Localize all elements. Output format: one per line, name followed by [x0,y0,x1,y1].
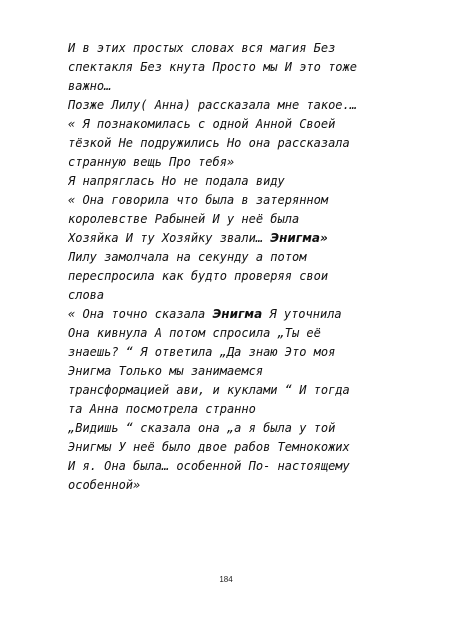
text-line [68,305,398,324]
text-line: « Я познакомилась с одной Анной Своей [68,117,336,131]
text-line: знаешь? “ Я ответила „Да знаю Это моя [68,345,336,359]
text-line: трансформацией ави, и куклами “ И тогда [68,383,350,397]
text-line: И в этих простых словах вся магия Без [68,41,336,55]
bold-name: Энигма [212,307,263,321]
body-text [68,39,398,495]
text-span: » [319,231,328,245]
text-line: « Она говорила что была в затерянном [68,193,329,207]
text-line: спектакля Без кнута Просто мы И это тоже [68,60,357,74]
text-line: Энигма Только мы занимаемся [68,364,264,378]
text-line: та Анна посмотрела странно [68,402,256,416]
text-line: „Видишь “ сказала она „а я была у той [68,421,336,435]
text-line [68,229,398,248]
text-line: странную вещь Про тебя» [68,155,235,169]
text-span: « Она точно сказала [68,307,213,321]
text-line: тёзкой Не подружились Но она рассказала [68,136,350,150]
text-line: Энигмы У неё было двое рабов Темнокожих [68,440,350,454]
text-span: Хозяйка И ту Хозяйку звали… [68,231,271,245]
page-number: 184 [219,575,233,584]
text-line: переспросила как будто проверяя свои [68,269,329,283]
text-line: И я. Она была… особенной По- настоящему [68,459,350,473]
text-line: Лилу замолчала на секунду а потом [68,250,307,264]
text-line: Она кивнула А потом спросила „Ты её [68,326,321,340]
text-span: Я уточнила [262,307,342,321]
text-line: важно… [68,79,112,93]
text-line: особенной» [68,478,141,492]
text-line: слова [68,288,105,302]
text-line: Я напряглась Но не подала виду [68,174,285,188]
text-line: королевстве Рабыней И у неё была [68,212,300,226]
bold-name: Энигма [270,231,320,245]
text-line: Позже Лилу( Анна) рассказала мне такое.… [68,98,357,112]
